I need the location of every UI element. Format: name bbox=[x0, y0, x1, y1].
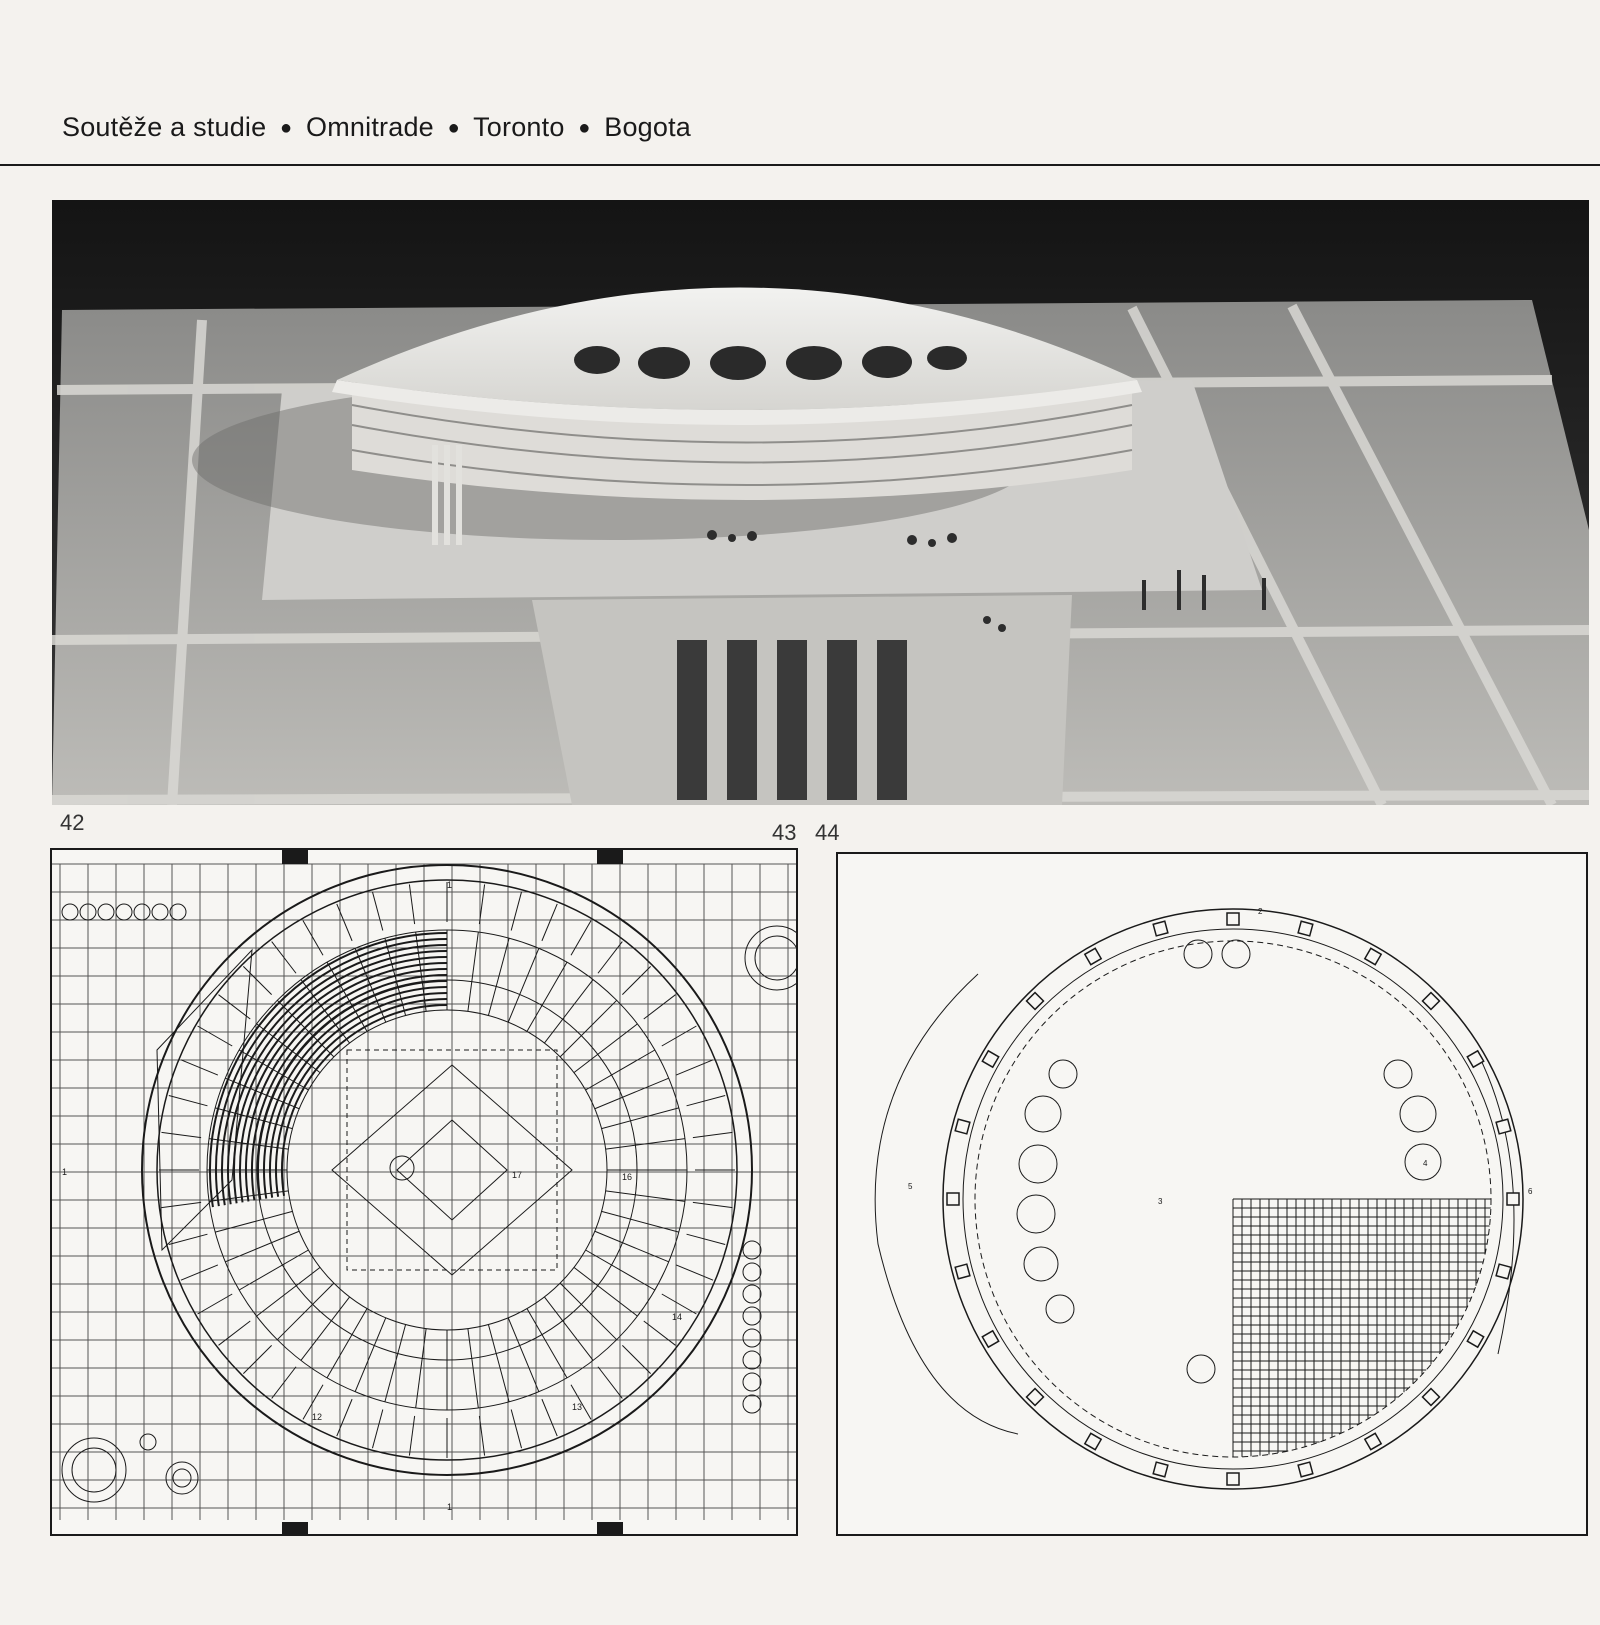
room-divider bbox=[198, 1026, 233, 1046]
seat-divider bbox=[508, 1318, 539, 1392]
room-divider bbox=[372, 1410, 382, 1449]
room-divider bbox=[169, 1095, 208, 1105]
room-divider bbox=[219, 1321, 251, 1345]
room-divider bbox=[337, 1399, 352, 1436]
seat-divider bbox=[560, 1283, 617, 1340]
seat-divider bbox=[385, 1325, 406, 1402]
room-divider bbox=[622, 966, 650, 994]
model-photo-illustration bbox=[52, 200, 1589, 805]
support-bracket bbox=[955, 1119, 970, 1134]
roof-label: 6 bbox=[1528, 1187, 1533, 1196]
room-divider bbox=[676, 1265, 713, 1280]
seat-divider bbox=[355, 1318, 386, 1392]
support-bracket bbox=[1365, 1433, 1381, 1449]
header-rule bbox=[0, 164, 1600, 166]
bullet-separator: ● bbox=[578, 117, 591, 140]
room-divider bbox=[598, 1367, 622, 1399]
room-divider bbox=[161, 1132, 201, 1137]
room-divider bbox=[662, 1294, 697, 1314]
tree-circle bbox=[743, 1285, 761, 1303]
seat-divider bbox=[560, 1000, 617, 1057]
seat-row bbox=[240, 963, 447, 1202]
stadium-floor-plan bbox=[50, 848, 798, 1536]
floor-plan-drawing bbox=[52, 850, 796, 1534]
tree-circle bbox=[743, 1373, 761, 1391]
support-bracket bbox=[1467, 1331, 1483, 1347]
room-divider bbox=[337, 904, 352, 941]
tree-circle bbox=[134, 904, 150, 920]
seat-divider bbox=[602, 1211, 679, 1232]
seat-divider bbox=[595, 1078, 669, 1109]
plan-label: 1 bbox=[447, 880, 453, 890]
tree-circle bbox=[743, 1329, 761, 1347]
support-bracket bbox=[982, 1051, 998, 1067]
support-bracket bbox=[1467, 1051, 1483, 1067]
tree-circle bbox=[62, 904, 78, 920]
header-item-competitions: Soutěže a studie bbox=[62, 112, 267, 142]
stadium-roof-plan bbox=[836, 852, 1588, 1536]
room-divider bbox=[644, 1321, 676, 1345]
room-divider bbox=[219, 995, 251, 1019]
support-bracket bbox=[1027, 993, 1044, 1010]
room-divider bbox=[622, 1345, 650, 1373]
tree-circle bbox=[743, 1395, 761, 1413]
room-divider bbox=[644, 995, 676, 1019]
support-bracket bbox=[1496, 1264, 1511, 1279]
tree-circle bbox=[98, 904, 114, 920]
header-item-omnitrade: Omnitrade bbox=[306, 112, 434, 142]
room-divider bbox=[181, 1060, 218, 1075]
plan-label: 14 bbox=[672, 1312, 683, 1322]
room-divider bbox=[243, 966, 271, 994]
room-divider bbox=[169, 1234, 208, 1244]
room-divider bbox=[542, 1399, 557, 1436]
support-bracket bbox=[955, 1264, 970, 1279]
room-divider bbox=[511, 1410, 521, 1449]
room-divider bbox=[687, 1234, 726, 1244]
bullet-separator: ● bbox=[280, 117, 293, 140]
figure-number-44: 44 bbox=[815, 820, 840, 845]
seat-divider bbox=[215, 1211, 292, 1232]
seat-divider bbox=[468, 932, 478, 1011]
seating-section-detail bbox=[210, 933, 447, 1207]
room-divider bbox=[181, 1265, 218, 1280]
room-divider bbox=[372, 892, 382, 931]
room-divider bbox=[693, 1202, 733, 1207]
plan-label: 1 bbox=[62, 1167, 68, 1177]
support-bracket bbox=[1423, 1389, 1440, 1406]
room-divider bbox=[542, 904, 557, 941]
support-bracket bbox=[1153, 921, 1168, 936]
bullet-separator: ● bbox=[447, 117, 460, 140]
room-divider bbox=[693, 1132, 733, 1137]
support-bracket bbox=[1227, 913, 1239, 925]
seat-divider bbox=[595, 1231, 669, 1262]
roof-label: 4 bbox=[1423, 1159, 1428, 1168]
roof-label: 2 bbox=[1258, 907, 1263, 916]
plan-label: 12 bbox=[312, 1412, 323, 1422]
room-divider bbox=[662, 1026, 697, 1046]
support-bracket bbox=[1227, 1473, 1239, 1485]
tree-circle bbox=[116, 904, 132, 920]
header-item-toronto: Toronto bbox=[473, 112, 565, 142]
support-bracket bbox=[1027, 1389, 1044, 1406]
tree-circle bbox=[743, 1307, 761, 1325]
plan-label: 1 bbox=[447, 1502, 453, 1512]
roof-structure-mesh bbox=[1233, 1199, 1491, 1457]
support-bracket bbox=[982, 1331, 998, 1347]
stadium-model-photo bbox=[52, 200, 1589, 805]
room-divider bbox=[598, 942, 622, 974]
room-divider bbox=[409, 1416, 414, 1456]
room-divider bbox=[687, 1095, 726, 1105]
room-divider bbox=[571, 921, 591, 956]
tree-circle bbox=[743, 1351, 761, 1369]
seat-divider bbox=[602, 1108, 679, 1129]
support-bracket bbox=[1507, 1193, 1519, 1205]
seat-divider bbox=[508, 948, 539, 1022]
support-bracket bbox=[1298, 921, 1313, 936]
support-bracket bbox=[1298, 1462, 1313, 1477]
support-bracket bbox=[1423, 993, 1440, 1010]
room-divider bbox=[409, 884, 414, 924]
page-header bbox=[62, 112, 691, 143]
tree-circle bbox=[743, 1263, 761, 1281]
tree-circle bbox=[152, 904, 168, 920]
roof-label: 5 bbox=[908, 1182, 913, 1191]
support-bracket bbox=[1496, 1119, 1511, 1134]
seat-divider bbox=[225, 1231, 299, 1262]
header-item-bogota: Bogota bbox=[604, 112, 692, 142]
room-divider bbox=[243, 1345, 271, 1373]
support-bracket bbox=[1153, 1462, 1168, 1477]
roof-label: 3 bbox=[1158, 1197, 1163, 1206]
support-bracket bbox=[947, 1193, 959, 1205]
plan-label: 17 bbox=[512, 1170, 523, 1180]
figure-number-43: 43 bbox=[772, 820, 797, 845]
room-divider bbox=[161, 1202, 201, 1207]
room-divider bbox=[511, 892, 521, 931]
room-divider bbox=[198, 1294, 233, 1314]
support-bracket bbox=[1365, 948, 1381, 964]
room-divider bbox=[676, 1060, 713, 1075]
room-divider bbox=[303, 921, 323, 956]
support-bracket bbox=[1085, 948, 1101, 964]
landscape-circles bbox=[62, 904, 761, 1413]
plan-grid bbox=[52, 864, 796, 1520]
figure-number-42: 42 bbox=[60, 810, 85, 835]
roof-plan-drawing bbox=[838, 854, 1586, 1534]
seat-divider bbox=[277, 1283, 334, 1340]
seat-divider bbox=[488, 1325, 509, 1402]
plan-label: 16 bbox=[622, 1172, 633, 1182]
plan-label: 13 bbox=[572, 1402, 583, 1412]
support-bracket bbox=[1085, 1433, 1101, 1449]
